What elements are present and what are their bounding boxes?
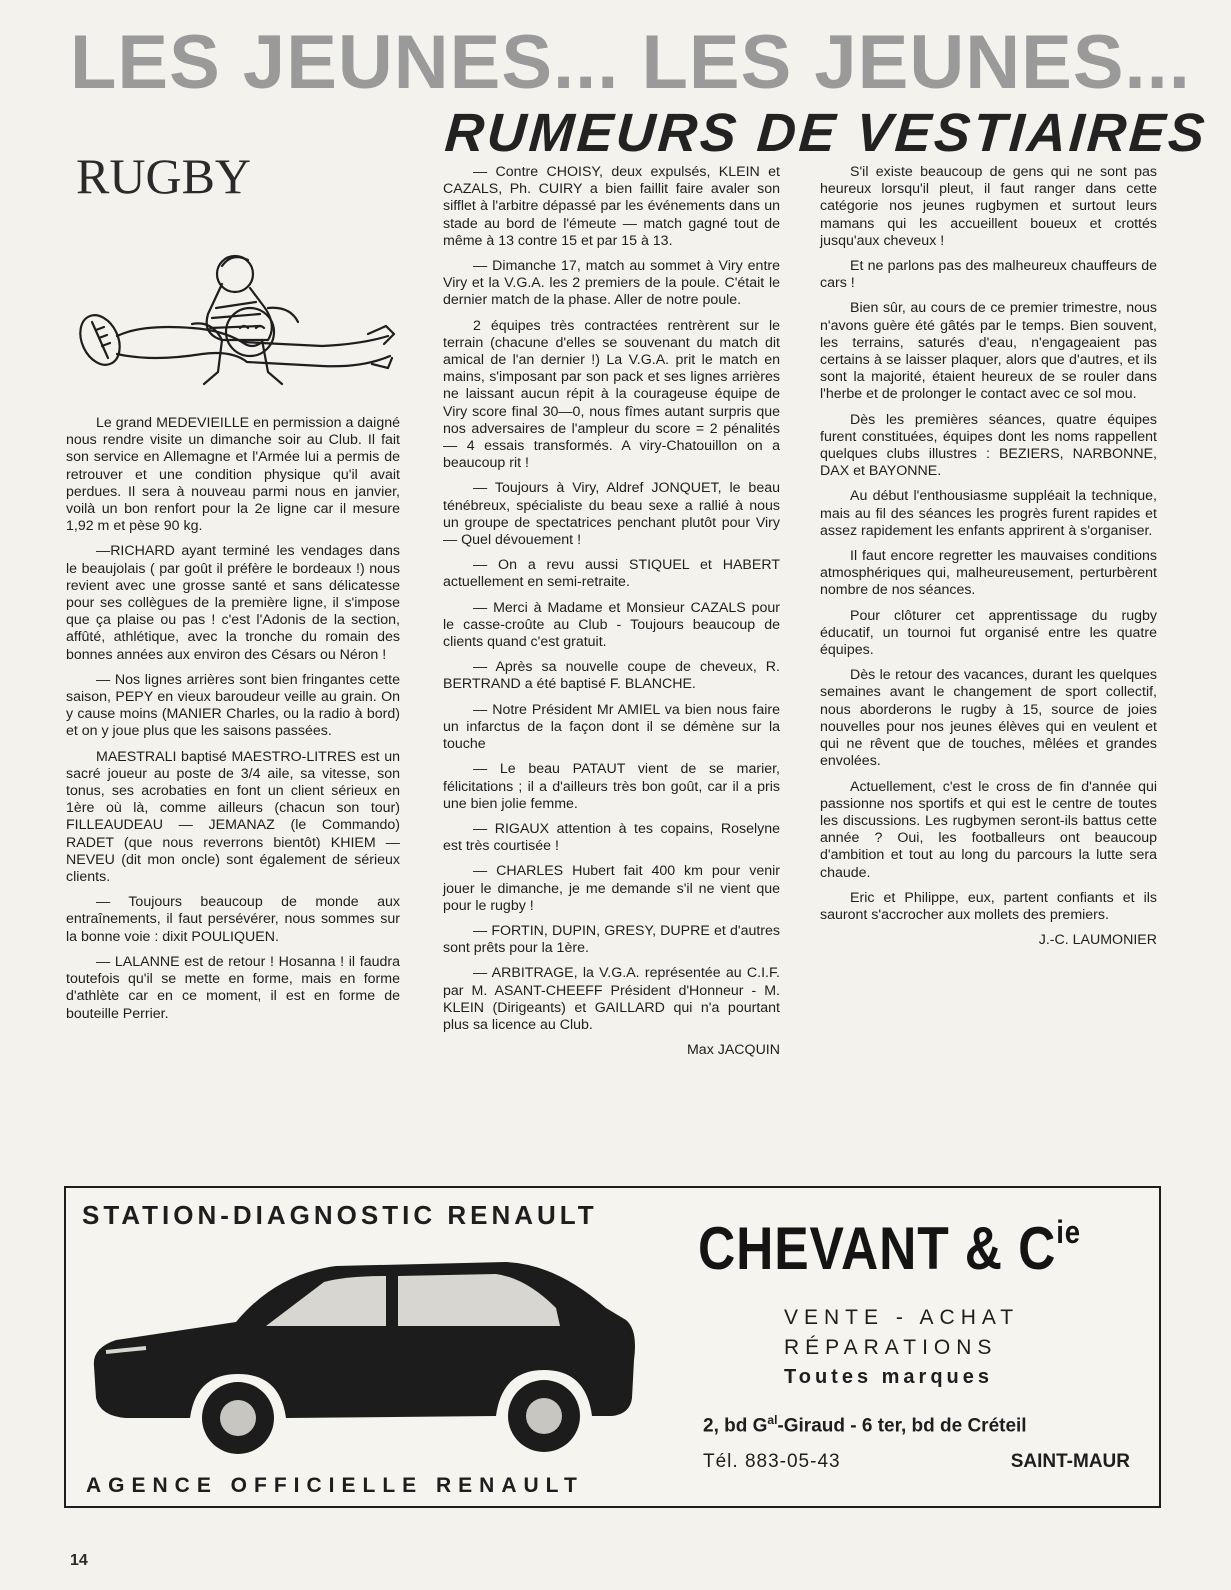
paragraph: — Le beau PATAUT vient de se marier, félicitations ; il a d'ailleurs très bon goût, car il a pris une bien jolie femme. — [443, 761, 780, 812]
article-column-2 — [443, 164, 780, 1067]
paragraph: — Notre Président Mr AMIEL va bien nous faire un infarctus de la façon dont il se démène sur la touche — [443, 701, 780, 753]
paragraph: — ARBITRAGE, la V.G.A. représentée au C.I.F. par M. ASANT-CHEEFF Président d'Honneur - M. KLEIN (Dirigeants) et GAILLARD qui n'a pourtant plus sa licence au Club. — [443, 965, 780, 1033]
paragraph: Et ne parlons pas des malheureux chauffeurs de cars ! — [820, 258, 1157, 292]
paragraph: — On a revu aussi STIQUEL et HABERT actuellement en semi-retraite. — [443, 557, 780, 591]
paragraph: Actuellement, c'est le cross de fin d'année qui passionne nos sportifs et qui est le centre de toutes les discussions. Les rugbymen seront-ils battus cette année ? Oui, les footballeurs ont beaucoup d'ambition et tout au long du parcours la lutte sera chaude. — [820, 778, 1157, 881]
banner-title: LES JEUNES... LES JEUNES... — [70, 20, 1191, 105]
paragraph: — Toujours à Viry, Aldref JONQUET, le beau ténébreux, spécialiste du beau sexe a rallié à nous un groupe de spectatrices penchant plutôt pour Viry — Quel dévouement ! — [443, 480, 780, 549]
author-signature: Max JACQUIN — [686, 1042, 780, 1059]
page-number: 14 — [70, 1552, 88, 1569]
headline: RUMEURS DE VESTIAIRES — [443, 103, 1210, 163]
section-title: RUGBY — [76, 148, 252, 204]
company-name-text: CHEVANT & C — [698, 1215, 1057, 1282]
paragraph: — FORTIN, DUPIN, GRESY, DUPRE et d'autres sont prêts pour la 1ère. — [443, 922, 780, 957]
paragraph: Bien sûr, au cours de ce premier trimestre, nous n'avons guère été gâtés par le temps. Bien souvent, les terrains, saturés d'eau, n'engageaient pas certains à se laisser plaquer, alors que d'autres, et ils sont la majorité, étaient heureux de se rouler dans l'herbe et de prolonger le contact avec ce sol mou. — [820, 300, 1157, 403]
paragraph: Pour clôturer cet apprentissage du rugby éducatif, un tournoi fut organisé entre les quatre équipes. — [820, 607, 1157, 659]
ad-city: SAINT-MAUR — [1010, 1451, 1130, 1472]
rugby-cartoon-illustration — [72, 244, 402, 404]
paragraph: — Merci à Madame et Monsieur CAZALS pour le casse-croûte au Club - Toujours beaucoup de clients quand c'est gratuit. — [443, 599, 780, 651]
ad-telephone: Tél. 883-05-43 — [703, 1451, 841, 1472]
ad-service-sales: VENTE - ACHAT — [784, 1306, 1020, 1329]
paragraph: —RICHARD ayant terminé les vendages dans le beaujolais ( par goût il préfère le bordeaux !) nous revient avec une grosse santé et sans délicatesse pour ses collègues de la première ligne, il s'impose que ça plaise ou pas ! c'est l'Adonis de la section, affûté, athlétique, avec la tronche du romain des bonnes années aux environ des Césars ou Néron ! — [66, 543, 400, 663]
paragraph: — Toujours beaucoup de monde aux entraînements, il faut persévérer, nous sommes sur la bonne voie : dixit POULIQUEN. — [66, 894, 400, 945]
paragraph: Le grand MEDEVIEILLE en permission a daigné nous rendre visite un dimanche soir au Club. Il fait son service en Allemagne et l'Armée lui a permis de retrouver et une condition physique qu'il avait perdues. Il sera à nouveau parmi nous en janvier, voilà un bon renfort pour la 2e ligne car il mesure 1,92 m et pèse 90 kg. — [66, 415, 400, 535]
paragraph: — Après sa nouvelle coupe de cheveux, R. BERTRAND a été baptisé F. BLANCHE. — [443, 659, 780, 693]
company-suffix: ie — [1056, 1214, 1081, 1250]
paragraph: Dès les premières séances, quatre équipes furent constituées, équipes dont les noms rappellent quelques clubs illustres : BEZIERS, NARBONNE, DAX et BAYONNE. — [820, 411, 1157, 480]
company-name — [698, 1214, 1081, 1296]
paragraph: Il faut encore regretter les mauvaises conditions atmosphériques qui, malheureusement, perturbèrent nombre de nos séances. — [820, 548, 1157, 599]
paragraph: S'il existe beaucoup de gens qui ne sont pas heureux lorsqu'il pleut, il faut ranger dans cette catégorie nos jeunes rugbymen et surtout leurs mamans qui les accueillent boueux et crottés jusqu'aux cheveux ! — [820, 164, 1157, 249]
address-part: 2, bd G — [703, 1415, 768, 1437]
ad-service-repairs: RÉPARATIONS — [784, 1336, 998, 1359]
paragraph: — LALANNE est de retour ! Hosanna ! il faudra toutefois qu'il se mette en forme, mais en forme d'athlète car en ce moment, il est en forme de bouteille Perrier. — [66, 953, 400, 1022]
paragraph: — CHARLES Hubert fait 400 km pour venir jouer le dimanche, je me demande s'il ne vient que pour le rugby ! — [443, 863, 780, 914]
paragraph: Au début l'enthousiasme suppléait la technique, mais au fil des séances les progrès furent rapides et assez rapidement les enfants apprirent à s'organiser. — [820, 488, 1157, 539]
article-column-1 — [66, 415, 400, 1031]
paragraph: — Nos lignes arrières sont bien fringantes cette saison, PEPY en vieux baroudeur veille au grain. On y cause moins (MANIER Charles, ou la radio à bord) et on y joue plus que les saisons passées. — [66, 671, 400, 740]
ad-service-brands: Toutes marques — [784, 1366, 993, 1388]
car-illustration — [86, 1248, 638, 1463]
paragraph: Dès le retour des vacances, durant les quelques semaines avant le changement de sport collectif, nous aborderons le rugby à 15, source de joies nouvelles pour nos jeunes élèves qui en veulent et qui ne rêvent que de touches, mêlées et grandes envolées. — [820, 667, 1157, 770]
paragraph: Eric et Philippe, eux, partent confiants et ils sauront s'accrocher aux mollets des premiers. — [820, 889, 1157, 923]
address-superscript: al — [767, 1413, 778, 1427]
ad-agency-line: AGENCE OFFICIELLE RENAULT — [86, 1474, 584, 1497]
paragraph: 2 équipes très contractées rentrèrent sur le terrain (chacune d'elles se souvenant du match dit amical de l'an dernier !) La V.G.A. prit le match en mains, s'imposant par son pack et ses lignes arrières ne laissant aucun répit à la courageuse équipe de Viry score final 30—0, nous fîmes autant surpris que nos adversaires de l'ampleur du score = 2 pénalités — 4 essais transformés. A viry-Chatouillon on a beaucoup rit ! — [443, 317, 780, 472]
paragraph: MAESTRALI baptisé MAESTRO-LITRES est un sacré joueur au poste de 3/4 aile, sa vitesse, son tonus, ses acrobaties en font un client sérieux en 1ère où là, comme ailleurs (chacun son tour) FILLEAUDEAU — JEMANAZ (le Commando) RADET (que nous reverrons bientôt) KHIEM — NEVEU (dit mon oncle) sont également de sérieux clients. — [66, 748, 400, 886]
paragraph: — Contre CHOISY, deux expulsés, KLEIN et CAZALS, Ph. CUIRY a bien faillit faire avaler son sifflet à l'arbitre dépassé par les événements dans un stade au bord de l'émeute — match gagné tout de même à 13 contre 15 et par 15 à 13. — [443, 164, 780, 249]
paragraph: — RIGAUX attention à tes copains, Roselyne est très courtisée ! — [443, 820, 780, 855]
ad-address — [703, 1413, 1143, 1439]
address-part: -Giraud - 6 ter, bd de Créteil — [777, 1415, 1027, 1437]
article-column-3 — [820, 164, 1157, 957]
paragraph: — Dimanche 17, match au sommet à Viry entre Viry et la V.G.A. les 2 premiers de la poule. C'était le dernier match de la phase. Aller de notre poule. — [443, 258, 780, 309]
ad-title: STATION-DIAGNOSTIC RENAULT — [82, 1200, 598, 1230]
author-signature: J.-C. LAUMONIER — [1038, 932, 1157, 949]
